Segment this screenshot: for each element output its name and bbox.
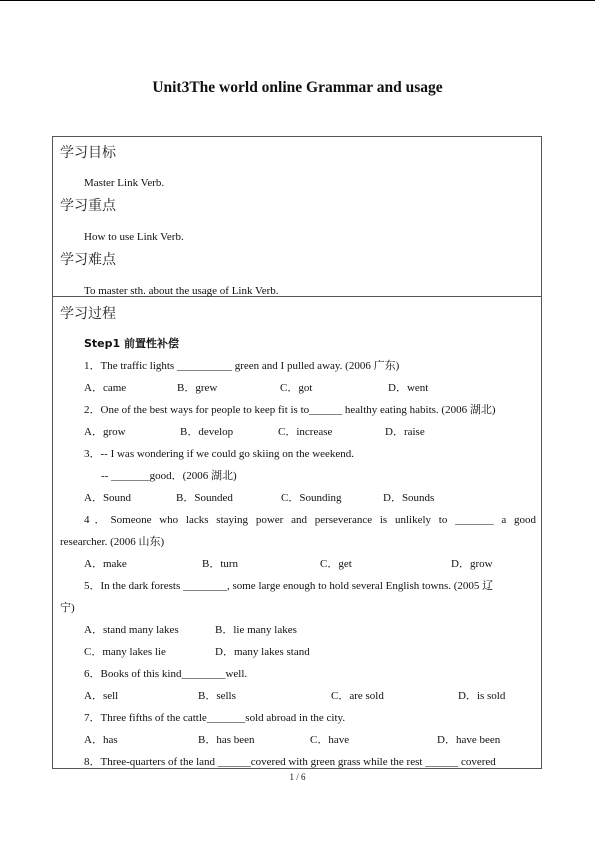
difficulty-text: To master sth. about the usage of Link Verb. xyxy=(84,285,279,297)
option-5d: D．many lakes stand xyxy=(215,646,310,658)
option-6d: D．is sold xyxy=(458,690,506,702)
option-1c: C．got xyxy=(280,382,313,394)
question-8: 8．Three-quarters of the land ______covered with green grass while the rest ______ covered xyxy=(84,756,496,768)
option-3d: D．Sounds xyxy=(383,492,435,504)
step-heading: Step1 前置性补偿 xyxy=(84,337,179,350)
focus-text: How to use Link Verb. xyxy=(84,231,184,243)
option-2d: D．raise xyxy=(385,426,425,438)
option-6c: C．are sold xyxy=(331,690,384,702)
top-rule xyxy=(0,0,595,1)
option-4d: D．grow xyxy=(451,558,493,570)
question-1: 1．The traffic lights __________ green and I pulled away. (2006 广东) xyxy=(84,360,400,372)
option-2c: C．increase xyxy=(278,426,333,438)
option-5c: C．many lakes lie xyxy=(84,646,166,658)
question-6: 6．Books of this kind________well. xyxy=(84,668,248,680)
question-4-line2: researcher. (2006 山东) xyxy=(60,536,165,548)
question-5-line2: 宁) xyxy=(60,602,75,614)
option-4b: B．turn xyxy=(202,558,239,570)
question-5-line1: 5．In the dark forests ________, some large enough to hold several English towns. (2005 辽 xyxy=(84,580,494,592)
option-7a: A．has xyxy=(84,734,118,746)
option-3c: C．Sounding xyxy=(281,492,342,504)
option-7d: D．have been xyxy=(437,734,501,746)
option-2b: B．develop xyxy=(180,426,234,438)
page-number: 1 / 6 xyxy=(289,772,306,782)
option-1d: D．went xyxy=(388,382,429,394)
option-4c: C．get xyxy=(320,558,352,570)
question-4-line1: 4．Someone who lacks staying power and perseverance is unlikely to _______ a good xyxy=(84,514,536,526)
option-7b: B．has been xyxy=(198,734,255,746)
goal-heading: 学习目标 xyxy=(60,145,116,161)
process-heading: 学习过程 xyxy=(60,306,116,322)
option-1a: A．came xyxy=(84,382,127,394)
option-5a: A．stand many lakes xyxy=(84,624,179,636)
question-3-line2: -- _______good．(2006 湖北) xyxy=(101,470,237,482)
option-3b: B．Sounded xyxy=(176,492,233,504)
option-5b: B．lie many lakes xyxy=(215,624,297,636)
page-title: Unit3The world online Grammar and usage xyxy=(152,79,443,96)
option-3a: A．Sound xyxy=(84,492,132,504)
option-1b: B．grew xyxy=(177,382,218,394)
focus-heading: 学习重点 xyxy=(60,198,116,214)
question-2: 2．One of the best ways for people to keep fit is to______ healthy eating habits. (2006 湖北) xyxy=(84,404,496,416)
option-7c: C．have xyxy=(310,734,350,746)
option-2a: A．grow xyxy=(84,426,126,438)
option-6a: A．sell xyxy=(84,690,119,702)
option-4a: A．make xyxy=(84,558,127,570)
difficulty-heading: 学习难点 xyxy=(60,252,116,268)
goal-text: Master Link Verb. xyxy=(84,177,165,189)
question-7: 7．Three fifths of the cattle_______sold abroad in the city. xyxy=(84,712,346,724)
option-6b: B．sells xyxy=(198,690,236,702)
question-3-line1: 3．-- I was wondering if we could go skiing on the weekend. xyxy=(84,448,355,460)
